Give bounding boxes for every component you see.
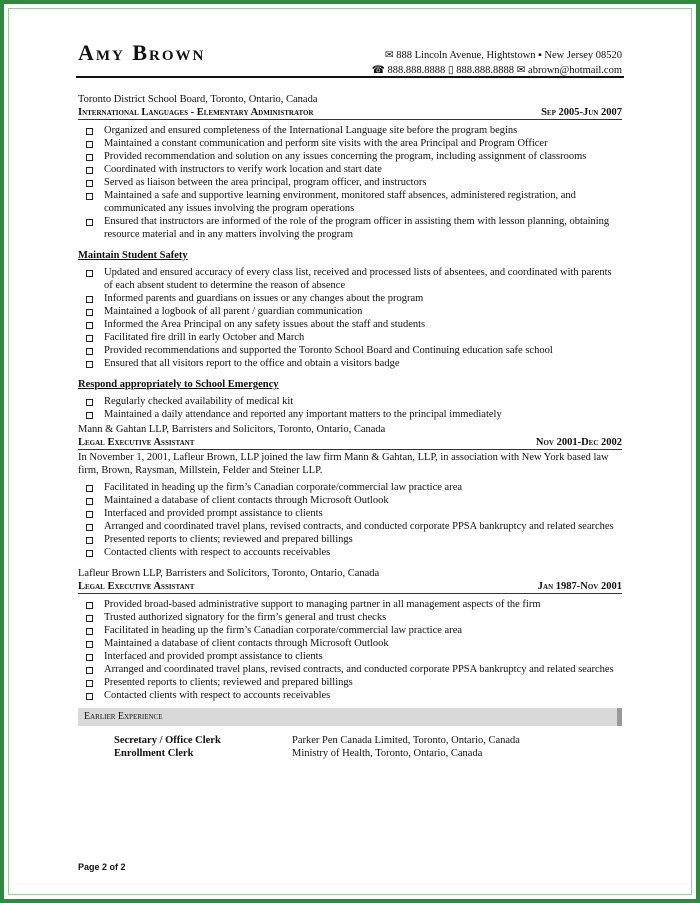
list-item: Trusted authorized signatory for the firm’s general and trust checks — [104, 611, 622, 624]
list-item: Organized and ensured completeness of the International Language site before the program begins — [104, 124, 622, 137]
candidate-name: Amy Brown — [78, 40, 206, 65]
job-title-line — [78, 436, 622, 450]
list-item: Contacted clients with respect to accounts receivables — [104, 689, 622, 702]
list-item: Arranged and coordinated travel plans, revised contracts, and conducted corporate PPSA bankruptcy and related searches — [104, 663, 622, 676]
job-dates: Nov 2001-Dec 2002 — [535, 437, 622, 448]
contact-block — [372, 48, 622, 78]
list-item: Provided broad-based administrative support to managing partner in all management aspects of the firm — [104, 598, 622, 611]
list-item: Ensured that instructors are informed of the role of the program officer in assisting them with lesson planning, obtaining resource material and in any matters involving the program — [104, 215, 622, 241]
resume-body — [78, 93, 622, 760]
list-item: Provided recommendation and solution on any issues concerning the program, including assignment of classrooms — [104, 150, 622, 163]
job-bullets — [78, 481, 622, 559]
list-item: Facilitated in heading up the firm’s Canadian corporate/commercial law practice area — [104, 624, 622, 637]
list-item: Ensured that all visitors report to the office and obtain a visitors badge — [104, 357, 622, 370]
list-item: Interfaced and provided prompt assistance to clients — [104, 650, 622, 663]
address-text: 888 Lincoln Avenue, Hightstown ▪ New Jersey 08520 — [396, 50, 622, 61]
subsection-bullets — [78, 266, 622, 370]
earlier-title: Enrollment Clerk — [114, 748, 194, 759]
mobile-icon: ▯ — [447, 65, 454, 76]
list-item: Regularly checked availability of medical kit — [104, 395, 622, 408]
list-item: Contacted clients with respect to accounts receivables — [104, 546, 622, 559]
list-item — [114, 734, 622, 747]
list-item: Maintained a database of client contacts through Microsoft Outlook — [104, 494, 622, 507]
list-item: Maintained a daily attendance and reported any important matters to the principal immediately — [104, 408, 622, 421]
list-item: Informed the Area Principal on any safety issues about the staff and students — [104, 318, 622, 331]
job-lafleur-brown — [78, 567, 622, 702]
list-item: Coordinated with instructors to verify work location and start date — [104, 163, 622, 176]
page-number: Page 2 of 2 — [78, 862, 126, 872]
list-item: Updated and ensured accuracy of every class list, received and processed lists of absentees, and coordinated with parents of each absent student to determine the reason of absence — [104, 266, 622, 292]
list-item: Maintained a constant communication and perform site visits with the area Principal and Program Officer — [104, 137, 622, 150]
job-dates: Jan 1987-Nov 2001 — [537, 581, 622, 592]
mobile-text: 888.888.8888 — [456, 65, 514, 76]
earlier-org: Ministry of Health, Toronto, Ontario, Canada — [292, 748, 483, 759]
list-item: Maintained a database of client contacts through Microsoft Outlook — [104, 637, 622, 650]
earlier-org: Parker Pen Canada Limited, Toronto, Ontario, Canada — [292, 735, 520, 746]
job-mann-gahtan — [78, 423, 622, 559]
job-title-line — [78, 106, 622, 120]
job-title-line — [78, 580, 622, 594]
job-bullets — [78, 124, 622, 241]
subsection-bullets — [78, 395, 622, 421]
job-organization: Toronto District School Board, Toronto, Ontario, Canada — [78, 94, 318, 105]
address-line — [372, 48, 622, 63]
job-title: Legal Executive Assistant — [78, 437, 195, 448]
list-item: Provided recommendations and supported the Toronto School Board and Continuing education safe school — [104, 344, 622, 357]
job-organization: Mann & Gahtan LLP, Barristers and Solicitors, Toronto, Ontario, Canada — [78, 424, 386, 435]
phone-icon: ☎ — [371, 65, 385, 76]
job-bullets — [78, 598, 622, 702]
email-text: abrown@hotmail.com — [528, 65, 622, 76]
job-intro: In November 1, 2001, Lafleur Brown, LLP joined the law firm Mann & Gahtan, LLP, in association with New York based law firm, Brown, Raysman, Millstein, Felder and Steiner LLP. — [78, 452, 609, 476]
list-item: Facilitated fire drill in early October and March — [104, 331, 622, 344]
header-rule — [76, 76, 624, 78]
list-item — [114, 747, 622, 760]
list-item: Presented reports to clients; reviewed and prepared billings — [104, 533, 622, 546]
job-tdsb — [78, 93, 622, 421]
list-item: Presented reports to clients; reviewed and prepared billings — [104, 676, 622, 689]
list-item: Maintained a logbook of all parent / guardian communication — [104, 305, 622, 318]
list-item: Maintained a safe and supportive learning environment, monitored staff absences, administered registration, and communicated any issues involving the program operations — [104, 189, 622, 215]
job-dates: Sep 2005-Jun 2007 — [541, 107, 622, 118]
list-item: Facilitated in heading up the firm’s Canadian corporate/commercial law practice area — [104, 481, 622, 494]
job-title: Legal Executive Assistant — [78, 581, 195, 592]
list-item: Served as liaison between the area principal, program officer, and instructors — [104, 176, 622, 189]
email-icon: ✉ — [516, 65, 526, 76]
earlier-experience-list — [78, 734, 622, 760]
job-organization: Lafleur Brown LLP, Barristers and Solicitors, Toronto, Ontario, Canada — [78, 568, 380, 579]
job-title: International Languages - Elementary Administrator — [78, 107, 314, 118]
list-item: Interfaced and provided prompt assistance to clients — [104, 507, 622, 520]
phone-text: 888.888.8888 — [387, 65, 446, 76]
earlier-title: Secretary / Office Clerk — [114, 735, 221, 746]
list-item: Arranged and coordinated travel plans, revised contracts, and conducted corporate PPSA bankruptcy and related searches — [104, 520, 622, 533]
list-item: Informed parents and guardians on issues or any changes about the program — [104, 292, 622, 305]
earlier-experience-heading: Earlier Experience — [78, 708, 622, 726]
address-icon: ✉ — [384, 50, 394, 61]
subsection-heading: Respond appropriately to School Emergency — [78, 379, 279, 390]
subsection-heading: Maintain Student Safety — [78, 250, 188, 261]
